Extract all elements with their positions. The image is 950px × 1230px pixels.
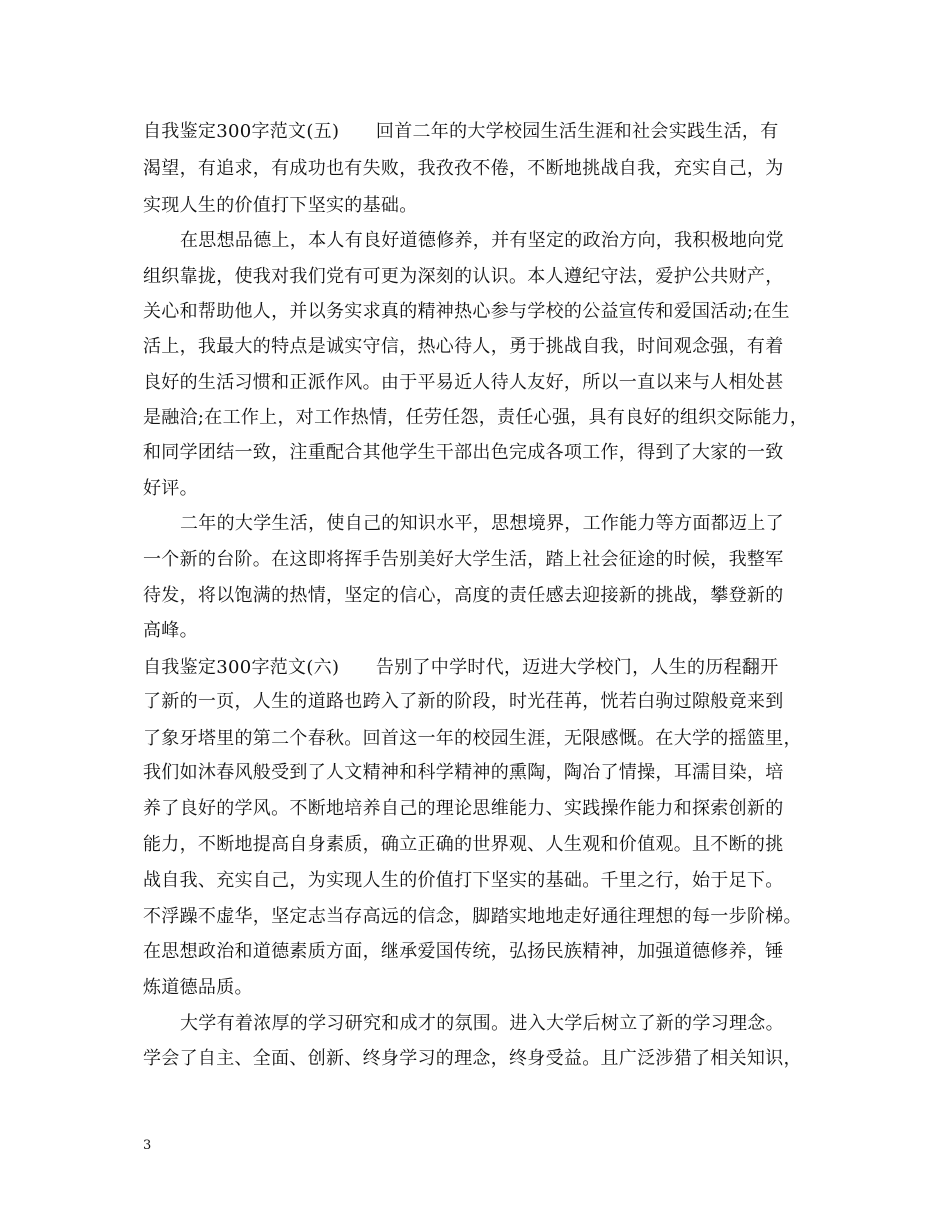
text-line: 关心和帮助他人，并以务实求真的精神热心参与学校的公益宣传和爱国活动;在生 bbox=[143, 301, 790, 322]
text-line: 不浮躁不虚华，坚定志当存高远的信念，脚踏实地地走好通往理想的每一步阶梯。 bbox=[143, 906, 802, 927]
text-line: 我们如沐春风般受到了人文精神和科学精神的熏陶，陶冶了情操，耳濡目染，培 bbox=[143, 762, 784, 783]
text-line: 是融洽;在工作上，对工作热情，任劳任怨，责任心强，具有良好的组织交际能力， bbox=[143, 407, 809, 428]
text-line: 战自我、充实自己，为实现人生的价值打下坚实的基础。千里之行，始于足下。 bbox=[143, 870, 784, 891]
text-line: 渴望，有追求，有成功也有失败，我孜孜不倦，不断地挑战自我，充实自己，为 bbox=[143, 158, 784, 179]
text-line: 养了良好的学风。不断地培养自己的理论思维能力、实践操作能力和探索创新的 bbox=[143, 798, 784, 819]
text-line: 了新的一页，人生的道路也跨入了新的阶段，时光荏苒，恍若白驹过隙般竟来到 bbox=[143, 691, 784, 712]
text-line: 在思想政治和道德素质方面，继承爱国传统，弘扬民族精神，加强道德修养，锤 bbox=[143, 941, 784, 962]
text-line: 好评。 bbox=[143, 478, 198, 499]
text-line: 炼道德品质。 bbox=[143, 977, 253, 998]
text-line: 待发，将以饱满的热情，坚定的信心，高度的责任感去迎接新的挑战，攀登新的 bbox=[143, 585, 784, 606]
text-line: 自我鉴定300字范文(六) 告别了中学时代，迈进大学校门，人生的历程翻开 bbox=[143, 657, 779, 678]
page-number: 3 bbox=[143, 1138, 152, 1153]
text-line: 良好的生活习惯和正派作风。由于平易近人待人友好，所以一直以来与人相处甚 bbox=[143, 372, 784, 393]
text-line: 自我鉴定300字范文(五) 回首二年的大学校园生活生涯和社会实践生活，有 bbox=[143, 121, 779, 142]
text-line: 二年的大学生活，使自己的知识水平，思想境界，工作能力等方面都迈上了 bbox=[180, 513, 784, 534]
text-line: 大学有着浓厚的学习研究和成才的氛围。进入大学后树立了新的学习理念。 bbox=[180, 1013, 784, 1034]
text-line: 在思想品德上，本人有良好道德修养，并有坚定的政治方向，我积极地向党 bbox=[180, 230, 784, 251]
text-line: 实现人生的价值打下坚实的基础。 bbox=[143, 195, 418, 216]
text-line: 一个新的台阶。在这即将挥手告别美好大学生活，踏上社会征途的时候，我整军 bbox=[143, 549, 784, 570]
text-line: 高峰。 bbox=[143, 620, 198, 641]
text-line: 能力，不断地提高自身素质，确立正确的世界观、人生观和价值观。且不断的挑 bbox=[143, 834, 784, 855]
text-line: 学会了自主、全面、创新、终身学习的理念，终身受益。且广泛涉猎了相关知识， bbox=[143, 1048, 802, 1069]
text-line: 活上，我最大的特点是诚实守信，热心待人，勇于挑战自我，时间观念强，有着 bbox=[143, 336, 784, 357]
text-line: 组织靠拢，使我对我们党有可更为深刻的认识。本人遵纪守法，爱护公共财产， bbox=[143, 266, 784, 287]
text-line: 和同学团结一致，注重配合其他学生干部出色完成各项工作，得到了大家的一致 bbox=[143, 442, 784, 463]
text-line: 了象牙塔里的第二个春秋。回首这一年的校园生涯，无限感慨。在大学的摇篮里， bbox=[143, 728, 802, 749]
